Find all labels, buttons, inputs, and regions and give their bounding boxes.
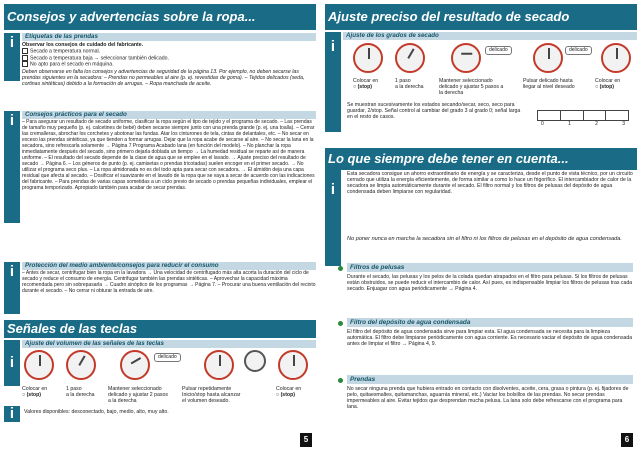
info-icon: i (4, 33, 20, 81)
environment-section (22, 262, 316, 294)
warning-text: No poner nunca en marcha la secadora sin el filtro ni los filtros de pelusas en el depósito de agua condensada. (347, 236, 622, 242)
grades-heading: Ajuste de los grados de secado (343, 32, 637, 40)
left-page (4, 0, 316, 453)
condensate-filter-text: El filtro del depósito de agua condensada sirve para limpiar esta. El agua condensada se necesita para la limpieza automática. El filtro debe limpiarse periódicamente con agua corriente. Es necesario vaciar el depósito de agua condensada antes de limpiar el filtro → Página 4, 9. (347, 329, 633, 348)
program-dial[interactable] (395, 43, 425, 73)
grades-caption: 1 paso a la derecha (395, 78, 424, 90)
volume-caption: Mantener seleccionado delicado y ajustar 2 pasos a la derecha (108, 386, 168, 404)
program-dial[interactable] (533, 43, 563, 73)
care-labels-section (22, 33, 316, 87)
condensate-filter-heading: Filtro del depósito de agua condensada (347, 318, 633, 327)
lint-filter-section (347, 263, 633, 292)
volume-caption: Pulsar repetidamente Inicio/stop hasta alcanzar el volumen deseado. (182, 386, 241, 404)
program-dial[interactable] (66, 350, 96, 380)
grades-caption: Colocar en ○ (stop) (595, 78, 621, 90)
intro-text: Esta secadora consigue un ahorro extraordinario de energía y se caracteriza, desde el punto de vista técnico, por un circuito cerrado que utiliza la energía eficientemente, de forma similar a como lo hace un frigorífico. El intercambiador de calor de la secadora se limpia automáticamente durante el secado. El filtro normal y los filtros de pelusas del depósito de agua condensada deben limpiarse con regularidad. (347, 171, 633, 196)
start-stop-button[interactable] (244, 350, 266, 372)
volume-dials (22, 350, 312, 384)
scale-label: 3 (622, 121, 625, 127)
page-number: 6 (621, 433, 633, 447)
care-item: Secado a temperatura normal. (22, 48, 316, 54)
care-labels-heading: Etiquetas de las prendas (22, 33, 316, 41)
care-labels-intro: Observar los consejos de cuidado del fabricante. (22, 42, 144, 48)
info-icon: i (4, 340, 20, 386)
grades-caption: Mantener seleccionado delicado y ajustar 5 pasos a la derecha (439, 78, 504, 96)
grades-description: Se muestran sucesivamente los estados secando/secar, seco, seco para guardar, 2/stop. Señal control al cambiar del grado 3 al grado 0; señal larga en el resto de casos. (347, 102, 521, 121)
page-number: 5 (300, 433, 312, 447)
grades-caption: Colocar en ○ (stop) (353, 78, 379, 90)
volume-caption: 1 paso a la derecha (66, 386, 95, 398)
delicado-button[interactable]: delicado (565, 46, 592, 55)
program-dial[interactable] (601, 43, 631, 73)
garments-text: No secar ninguna prenda que hubiera entrado en contacto con disolventes, aceite, cera, grasa o pintura (p. ej. fijadores de pelo, quitaesmaltes, quitamanchas, aguarrás mineral, etc.) Vaciar los bolsillos de las prendas. No secar prendas impermeables al aire. Evitar tejidos que desprendan mucha pelusa. La lana solo debe refrescarse con el programa para lana. (347, 386, 629, 411)
care-labels-note: Deben observarse en falta los consejos y advertencias de seguridad de la página 13. Por ejemplo, no deben secarse las prendas siguientes en la secadora: – Prendas no permeables al aire (p. ej. revestidas de goma). – Tejidos delicados (seda, cortinas sintéticas) debido a la formación de arrugas. – Ropa manchada de aceite. (22, 68, 305, 87)
key-signals-title: Señales de las teclas (4, 320, 316, 338)
scale-label: 1 (568, 121, 571, 127)
garments-section (347, 375, 633, 410)
program-dial[interactable] (24, 350, 54, 380)
program-dial[interactable] (451, 43, 481, 73)
environment-heading: Protección del medio ambiente/consejos para reducir el consumo (22, 262, 316, 270)
volume-heading: Ajuste del volumen de las señales de las teclas (22, 340, 316, 348)
practical-section (22, 111, 316, 191)
environment-text: – Antes de secar, centrifugar bien la ropa en la lavadora → Una velocidad de centrifugado más alta acorta la duración del ciclo de secado y reduce el consumo de energía. Centrifugar también las prendas sintéticas. – Aprovechar la capacidad máxima recomendada pero sin sobrepasarla → Cuadro sinóptico de los programas → Página 7. – Procurar una buena ventilación del recinto durante el secado. – No cerrar ni obturar la entrada de aire. (22, 270, 316, 294)
bullet-icon (338, 321, 343, 326)
info-icon: i (325, 32, 341, 132)
left-page-title: Consejos y advertencias sobre la ropa... (4, 4, 316, 30)
right-page (325, 0, 637, 453)
grades-section (343, 32, 637, 40)
dryness-scale (537, 110, 629, 130)
scale-label: 0 (541, 121, 544, 127)
info-icon: i (4, 262, 20, 314)
lint-filter-heading: Filtros de pelusas (347, 263, 633, 272)
lint-filter-text: Durante el secado, las pelusas y los pelos de la colada quedan atrapados en el filtro para pelusas. Si los filtros de pelusas están obstruidos, se puede reducir el intercambio de calor. Así pues, es indispensable limpiar los filtros de pelusas tras cada secado. Enjuagar con agua periódicamente → Página 4. (347, 274, 633, 293)
volume-values: Valores disponibles: desconectado, bajo, medio, alto, muy alto. (24, 409, 169, 415)
garments-heading: Prendas (347, 375, 633, 384)
care-item: Secado a temperatura baja → seleccionar también delicado. (22, 55, 316, 61)
volume-caption: Colocar en ○ (stop) (22, 386, 48, 398)
program-dial[interactable] (204, 350, 234, 380)
right-page-title: Ajuste preciso del resultado de secado (325, 4, 637, 30)
care-symbol-icon (22, 48, 28, 54)
info-icon: i (4, 406, 20, 422)
practical-heading: Consejos prácticos para el secado (22, 111, 316, 119)
program-dial[interactable] (353, 43, 383, 73)
delicado-button[interactable]: delicado (485, 46, 512, 55)
volume-section (22, 340, 316, 386)
program-dial[interactable] (120, 350, 150, 380)
practical-text: – Para asegurar un resultado de secado uniforme, clasificar la ropa según el tipo de tejido y el programa de secado. – Las prendas de tamaño muy pequeño (p. ej. calcetines de bebé) deben secarse siempre junto con una prenda grande (p. ej. una toalla). – Cerrar las cremalleras, abrochar los corchetes y abotonar las fundas. Atar los cinturones de tela, cintas de delantales, etc. – No secar en exceso las prendas sintéticas, ya que tienden a formar arrugas. Dejar que la ropa acabe de secarse al aire. – No secar la lana en la secadora, sino refrescarla solamente → Página 7 Programa Acabado lana (en función del modelo). – No planchar la ropa inmediatamente después del secado, sino primero dejarla doblada un tiempo → La humedad residual se reparte así de manera uniforme. – El resultado del secado depende de la clase de agua que se emplee en el lavado. → Ajuste preciso del resultado de secado → Página 6. – Los géneros de punto (p. ej. camisetas o prendas tricotadas) suelen encoger en el primer secado. → No utilizar el programa seco plus. – La ropa almidonada no es del todo apta para secar con secadora. → El almidón deja una capa residual que afecta al secado. – Dosificar el suavizante en el lavado de la ropa que se vaya a secar de acuerdo con las indicaciones del fabricante. – Para prendas de varias capas sometidas a un ciclo previo de secado o prendas pequeñas individuales, emplear el programa temporizado. Apropiado también para acabar de secar prendas. (22, 119, 315, 191)
bullet-icon (338, 266, 343, 271)
volume-caption: Colocar en ○ (stop) (276, 386, 302, 398)
grades-caption: Pulsar delicado hasta llegar al nivel deseado (523, 78, 575, 90)
grades-dials (343, 43, 633, 77)
program-dial[interactable] (278, 350, 308, 380)
scale-label: 2 (595, 121, 598, 127)
info-icon: i (4, 111, 20, 223)
condensate-filter-section (347, 318, 633, 347)
care-symbol-icon (22, 61, 28, 67)
always-title: Lo que siempre debe tener en cuenta... (325, 148, 637, 170)
bullet-icon (338, 378, 343, 383)
care-item: No apto para el secado en máquina. (22, 61, 316, 67)
info-icon: i (325, 170, 341, 266)
dryness-bar (537, 110, 629, 121)
delicado-button[interactable]: delicado (154, 353, 181, 362)
care-symbol-icon (22, 55, 28, 61)
